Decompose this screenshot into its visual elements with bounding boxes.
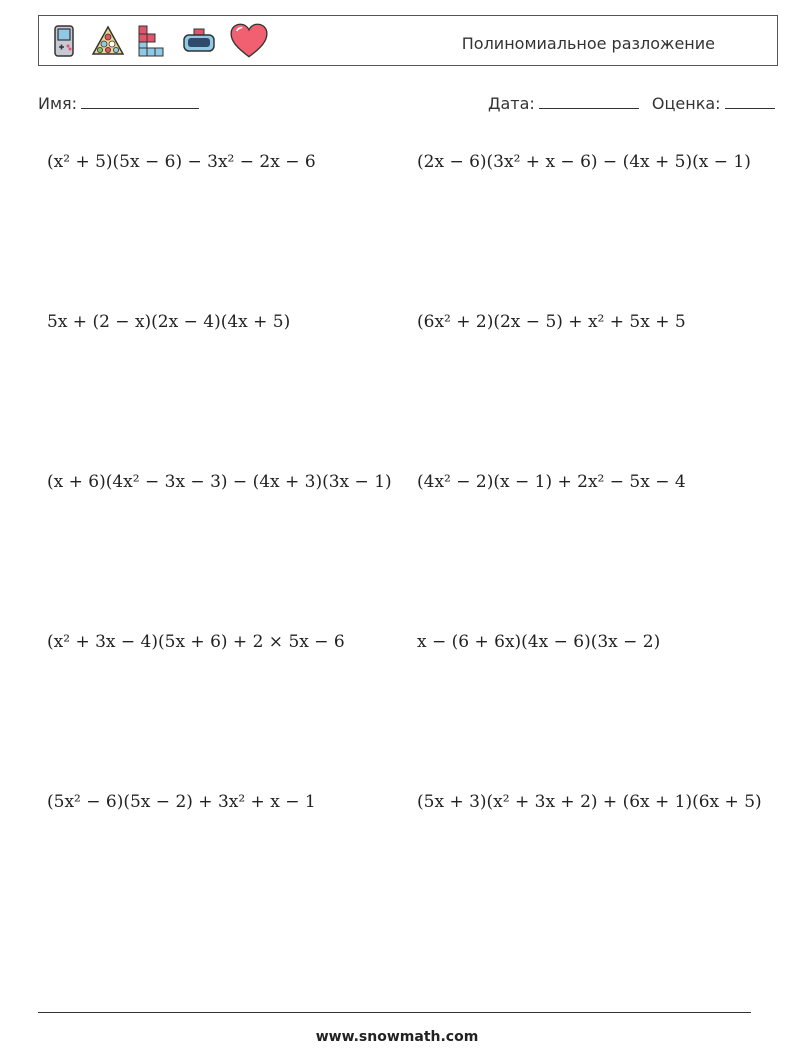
problem-4: (6x² + 2)(2x − 5) + x² + 5x + 5 — [417, 312, 686, 332]
grade-label: Оценка: — [651, 94, 721, 113]
problem-5: (x + 6)(4x² − 3x − 3) − (4x + 3)(3x − 1) — [47, 472, 392, 492]
grade-line[interactable] — [725, 96, 775, 109]
date-label: Дата: — [488, 94, 535, 113]
game-console-icon — [47, 24, 81, 58]
name-field — [38, 94, 199, 113]
problem-10: (5x + 3)(x² + 3x + 2) + (6x + 1)(6x + 5) — [417, 792, 762, 812]
problem-1: (x² + 5)(5x − 6) − 3x² − 2x − 6 — [47, 152, 316, 172]
problem-8: x − (6 + 6x)(4x − 6)(3x − 2) — [417, 632, 661, 652]
date-line[interactable] — [539, 96, 639, 109]
problem-6: (4x² − 2)(x − 1) + 2x² − 5x − 4 — [417, 472, 686, 492]
problem-7: (x² + 3x − 4)(5x + 6) + 2 × 5x − 6 — [47, 632, 345, 652]
date-grade-fields — [488, 94, 775, 113]
vr-headset-icon — [179, 24, 219, 58]
page-title: Полиномиальное разложение — [461, 34, 715, 53]
footer-site[interactable]: www.snowmath.com — [315, 1029, 479, 1045]
problem-3: 5x + (2 − x)(2x − 4)(4x + 5) — [47, 312, 291, 332]
problem-2: (2x − 6)(3x² + x − 6) − (4x + 5)(x − 1) — [417, 152, 751, 172]
name-label: Имя: — [38, 94, 78, 113]
tetris-blocks-icon — [135, 24, 169, 58]
heart-icon — [229, 22, 269, 60]
header-box — [38, 15, 778, 66]
icon-strip — [47, 22, 269, 60]
footer-divider — [38, 1012, 751, 1013]
billiard-rack-icon — [91, 24, 125, 58]
name-line[interactable] — [81, 96, 199, 109]
problem-9: (5x² − 6)(5x − 2) + 3x² + x − 1 — [47, 792, 316, 812]
